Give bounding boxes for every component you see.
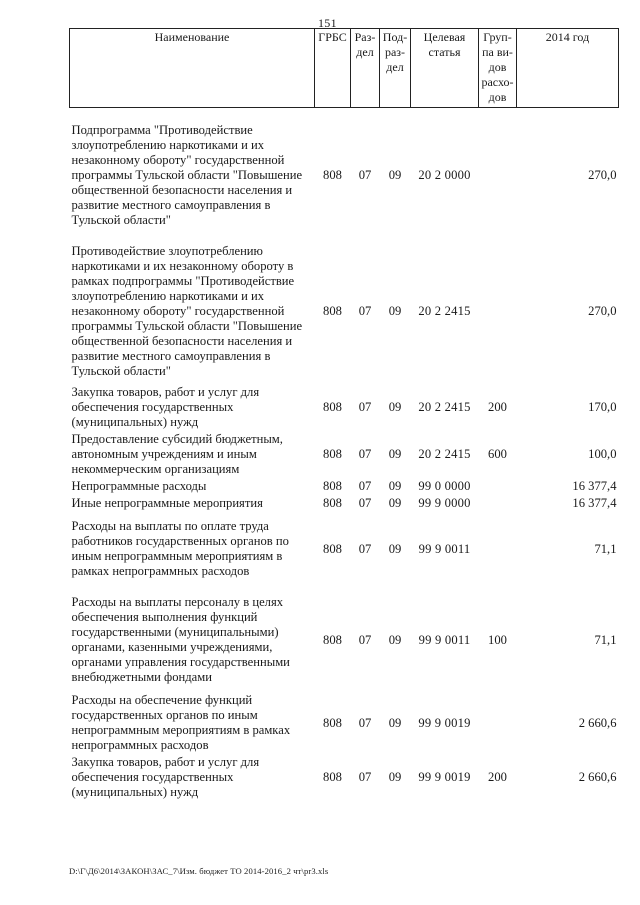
row-name: Закупка товаров, работ и услуг для обеспечения государственных (муниципальных) нужд bbox=[71, 755, 260, 799]
row-grbs: 808 bbox=[323, 770, 342, 784]
header-expense-group: Груп- па ви- дов расхо- дов bbox=[479, 29, 517, 108]
row-amount: 270,0 bbox=[588, 304, 617, 318]
row-name: Расходы на выплаты персоналу в целях обеспечения выполнения функций государственными (муниципальными) органами, казенными учреждениями, органами управления государственными внебюджетными фондами bbox=[71, 595, 290, 684]
row-target-article: 20 2 2415 bbox=[418, 304, 471, 318]
row-podrazdel: 09 bbox=[388, 479, 402, 493]
row-expense-group bbox=[479, 518, 517, 580]
row-target-article: 99 9 0019 bbox=[418, 715, 471, 730]
row-amount: 270,0 bbox=[588, 168, 617, 182]
row-grbs: 808 bbox=[323, 632, 342, 647]
row-razdel: 07 bbox=[358, 479, 372, 493]
table-row bbox=[70, 431, 619, 478]
row-name: Подпрограмма "Противодействие злоупотреблению наркотиками и их незаконному обороту" государственной программы Тульской области "Повышение общественной безопасности населения и развитие местного самоуправления в Тульской области" bbox=[71, 123, 303, 227]
table-row bbox=[70, 243, 619, 380]
spacer-row bbox=[70, 229, 619, 243]
row-target-article: 99 0 0000 bbox=[418, 479, 471, 493]
row-grbs: 808 bbox=[323, 168, 342, 182]
row-podrazdel: 09 bbox=[388, 304, 402, 318]
row-podrazdel: 09 bbox=[388, 770, 402, 784]
row-amount: 71,1 bbox=[594, 541, 617, 556]
row-podrazdel: 09 bbox=[388, 447, 402, 461]
header-razdel: Раз- дел bbox=[351, 29, 380, 108]
row-grbs: 808 bbox=[323, 715, 342, 730]
row-podrazdel: 09 bbox=[388, 541, 402, 556]
row-expense-group bbox=[479, 692, 517, 754]
row-expense-group: 600 bbox=[488, 447, 507, 461]
row-target-article: 99 9 0019 bbox=[418, 770, 471, 784]
spacer-row bbox=[70, 108, 619, 123]
row-podrazdel: 09 bbox=[388, 715, 402, 730]
row-razdel: 07 bbox=[358, 447, 372, 461]
row-amount: 71,1 bbox=[594, 632, 617, 647]
row-expense-group: 100 bbox=[488, 632, 507, 647]
row-razdel: 07 bbox=[358, 168, 372, 182]
row-expense-group bbox=[479, 243, 517, 380]
row-amount: 2 660,6 bbox=[578, 715, 617, 730]
row-name: Расходы на выплаты по оплате труда работников государственных органов по иным непрограммным мероприятиям в рамках непрограммных расходов bbox=[71, 519, 289, 578]
row-name: Расходы на обеспечение функций государственных органов по иным непрограммным мероприятиям в рамках непрограммных расходов bbox=[71, 693, 291, 752]
header-target-article: Целевая статья bbox=[411, 29, 479, 108]
row-razdel: 07 bbox=[358, 496, 372, 510]
row-target-article: 99 9 0011 bbox=[418, 541, 471, 556]
table-row bbox=[70, 594, 619, 686]
page-number: 151 bbox=[318, 16, 337, 30]
header-year-2014: 2014 год bbox=[517, 29, 619, 108]
row-expense-group bbox=[479, 478, 517, 495]
row-razdel: 07 bbox=[358, 304, 372, 318]
row-podrazdel: 09 bbox=[388, 400, 402, 414]
header-podrazdel: Под- раз- дел bbox=[380, 29, 411, 108]
table-row bbox=[70, 518, 619, 580]
row-podrazdel: 09 bbox=[388, 496, 402, 510]
row-expense-group: 200 bbox=[488, 770, 507, 784]
table-row bbox=[70, 122, 619, 229]
row-razdel: 07 bbox=[358, 715, 372, 730]
row-amount: 16 377,4 bbox=[572, 479, 617, 493]
row-podrazdel: 09 bbox=[388, 168, 402, 182]
row-razdel: 07 bbox=[358, 400, 372, 414]
row-razdel: 07 bbox=[358, 632, 372, 647]
row-target-article: 99 9 0011 bbox=[418, 632, 471, 647]
row-target-article: 99 9 0000 bbox=[418, 496, 471, 510]
footer-file-path: D:\Г\Д6\2014\ЗАКОН\ЗАС_7\Изм. бюджет ТО 2014-2016_2 чт\pr3.xls bbox=[69, 866, 329, 876]
row-name: Непрограммные расходы bbox=[71, 479, 207, 493]
row-amount: 2 660,6 bbox=[578, 770, 617, 784]
header-grbs: ГРБС bbox=[315, 29, 351, 108]
row-grbs: 808 bbox=[323, 400, 342, 414]
table-row bbox=[70, 384, 619, 431]
header-name: Наименование bbox=[70, 29, 315, 108]
row-expense-group bbox=[479, 122, 517, 229]
table-row bbox=[70, 692, 619, 754]
row-grbs: 808 bbox=[323, 447, 342, 461]
row-podrazdel: 09 bbox=[388, 632, 402, 647]
row-amount: 100,0 bbox=[588, 447, 617, 461]
row-name: Закупка товаров, работ и услуг для обеспечения государственных (муниципальных) нужд bbox=[71, 385, 260, 429]
row-grbs: 808 bbox=[323, 304, 342, 318]
table-header-row bbox=[70, 29, 619, 108]
row-target-article: 20 2 0000 bbox=[418, 168, 471, 182]
row-name: Противодействие злоупотреблению наркотиками и их незаконному обороту в рамках подпрограммы "Противодействие злоупотреблению наркотиками и их незаконному обороту" государственной программы Тульской области "Повышение общественной безопасности населения и развитие местного самоуправления в Тульской области" bbox=[71, 244, 303, 378]
row-expense-group bbox=[479, 495, 517, 512]
row-amount: 16 377,4 bbox=[572, 496, 617, 510]
row-grbs: 808 bbox=[323, 496, 342, 510]
row-name: Предоставление субсидий бюджетным, автономным учреждениям и иным некоммерческим организациям bbox=[71, 432, 283, 476]
row-name: Иные непрограммные мероприятия bbox=[71, 496, 263, 510]
table-row bbox=[70, 754, 619, 801]
row-target-article: 20 2 2415 bbox=[418, 400, 471, 414]
spacer-row bbox=[70, 580, 619, 594]
row-razdel: 07 bbox=[358, 541, 372, 556]
table-row bbox=[70, 495, 619, 512]
row-target-article: 20 2 2415 bbox=[418, 447, 471, 461]
row-razdel: 07 bbox=[358, 770, 372, 784]
budget-table bbox=[69, 28, 619, 801]
row-grbs: 808 bbox=[323, 479, 342, 493]
row-expense-group: 200 bbox=[488, 400, 507, 414]
table-row bbox=[70, 478, 619, 495]
row-grbs: 808 bbox=[323, 541, 342, 556]
row-amount: 170,0 bbox=[588, 400, 617, 414]
